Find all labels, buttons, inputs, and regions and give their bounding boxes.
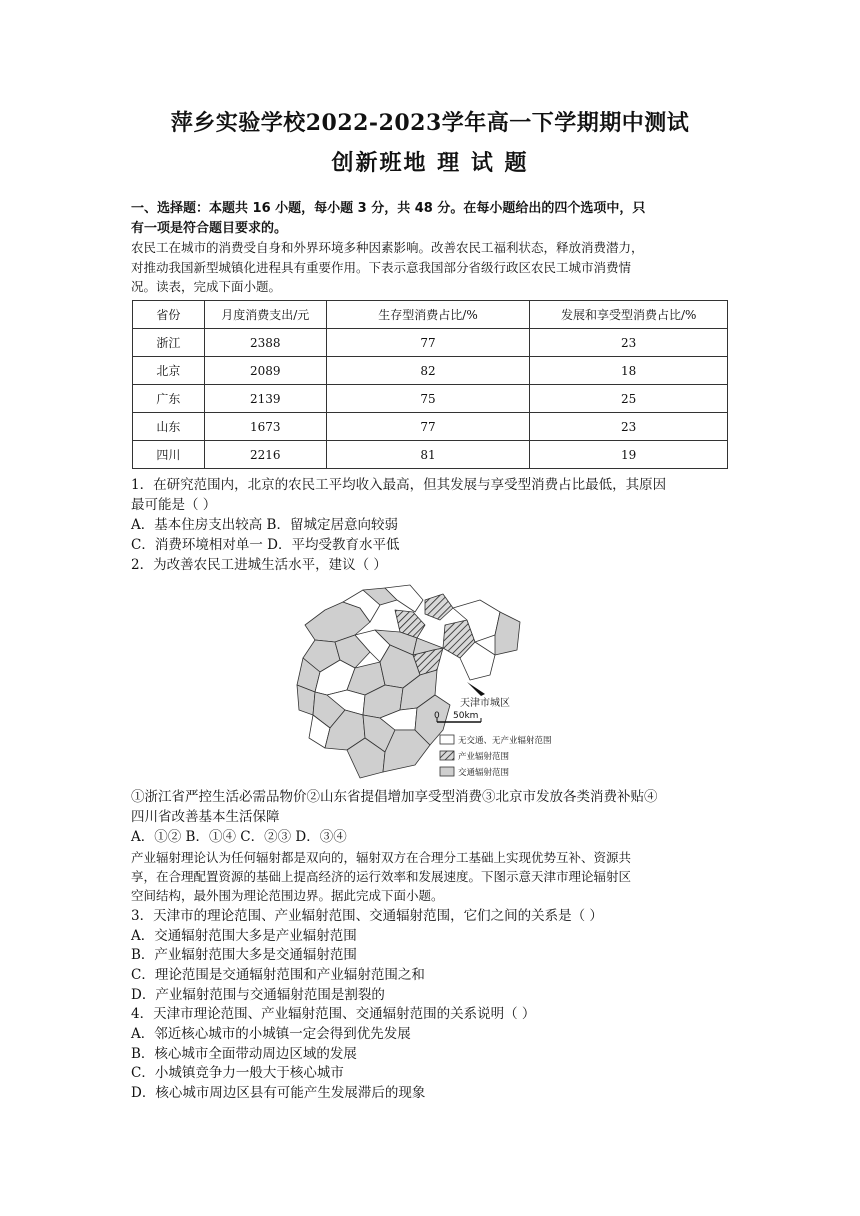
map-legend [440,735,552,778]
legend-swatch-industry [440,751,454,760]
exam-subtitle: 创新班地 理 试 题 [331,150,529,176]
table-cell: 广东 [133,385,205,413]
q1-stem-line1: 1．在研究范围内，北京的农民工平均收入最高，但其发展与享受型消费占比最低，其原因 [131,477,667,493]
intro1-line1: 农民工在城市的消费受自身和外界环境多种因素影响。改善农民工福利状态，释放消费潜力， [131,240,644,255]
q2-options: A．①② B．①④ C．②③ D．③④ [131,829,347,845]
table-header-cell: 省份 [133,301,205,329]
intro2-line2: 享，在合理配置资源的基础上提高经济的运行效率和发展速度。下图示意天津市理论辐射区 [131,869,632,884]
q2-choices-line1: ①浙江省严控生活必需品物价②山东省提倡增加享受型消费③北京市发放各类消费补贴④ [131,789,658,805]
q4-option-c: C．小城镇竞争力一般大于核心城市 [131,1065,344,1081]
q3-stem: 3．天津市的理论范围、产业辐射范围、交通辐射范围，它们之间的关系是（ ） [131,908,603,924]
industry-region [425,594,453,620]
table-cell: 75 [326,385,530,413]
table-cell: 四川 [133,441,205,469]
legend-label: 无交通、无产业辐射范围 [458,736,552,746]
q3-option-c: C．理论范围是交通辐射范围和产业辐射范围之和 [131,967,425,983]
table-row [133,385,728,413]
intro1-line2: 对推动我国新型城镇化进程具有重要作用。下表示意我国部分省级行政区农民工城市消费情 [131,260,632,275]
table-cell: 北京 [133,357,205,385]
scale-zero: 0 [434,711,440,721]
q4-option-a: A．邻近核心城市的小城镇一定会得到优先发展 [131,1026,411,1042]
q4-option-d: D．核心城市周边区县有可能产生发展滞后的现象 [131,1085,426,1101]
section-header-line1: 一、选择题：本题共 16 小题，每小题 3 分，共 48 分。在每小题给出的四个选项中，只 [131,201,646,216]
table-cell: 25 [530,385,728,413]
intro2-line3: 空间结构，最外围为理论范围边界。据此完成下面小题。 [131,888,444,903]
section-header-line2: 有一项是符合题目要求的。 [131,221,288,236]
scale-label: 50km [453,711,479,721]
table-cell: 23 [530,329,728,357]
tianjin-radiation-map [285,580,552,785]
table-row [133,357,728,385]
q2-choices-line2: 四川省改善基本生活保障 [131,809,280,825]
legend-label: 交通辐射范围 [458,768,510,778]
table-cell: 82 [326,357,530,385]
table-cell: 浙江 [133,329,205,357]
q3-option-d: D．产业辐射范围与交通辐射范围是割裂的 [131,987,385,1003]
table-cell: 81 [326,441,530,469]
table-cell: 1673 [204,413,326,441]
table-header-cell: 生存型消费占比/% [326,301,530,329]
table-cell: 2216 [204,441,326,469]
table-cell: 2089 [204,357,326,385]
intro1-line3: 况。读表，完成下面小题。 [131,279,282,294]
city-label: 天津市城区 [460,698,510,709]
map-region [495,612,520,655]
table-row [133,441,728,469]
table-cell: 2388 [204,329,326,357]
table-header-cell: 月度消费支出/元 [204,301,326,329]
q2-stem: 2．为改善农民工进城生活水平，建议（ ） [131,557,387,573]
map-pointer-arrow [467,682,485,696]
table-cell: 山东 [133,413,205,441]
table-cell: 77 [326,413,530,441]
table-header-row [133,301,728,329]
table-header-cell: 发展和享受型消费占比/% [530,301,728,329]
consumption-table [132,300,728,469]
table-cell: 2139 [204,385,326,413]
table-cell: 23 [530,413,728,441]
legend-label: 产业辐射范围 [458,752,510,762]
table-cell: 19 [530,441,728,469]
q1-options-line2: C．消费环境相对单一 D．平均受教育水平低 [131,537,400,553]
table-row [133,329,728,357]
legend-swatch-none [440,735,454,744]
intro2-line1: 产业辐射理论认为任何辐射都是双向的，辐射双方在合理分工基础上实现优势互补、资源共 [131,850,632,865]
legend-swatch-transport [440,767,454,776]
q1-stem-line2: 最可能是（ ） [131,497,217,513]
table-cell: 77 [326,329,530,357]
q4-option-b: B．核心城市全面带动周边区域的发展 [131,1046,357,1062]
exam-title: 萍乡实验学校2022-2023学年高一下学期期中测试 [170,110,690,136]
q1-options-line1: A．基本住房支出较高 B．留城定居意向较弱 [131,517,398,533]
table-cell: 18 [530,357,728,385]
table-row [133,413,728,441]
q3-option-a: A．交通辐射范围大多是产业辐射范围 [131,928,357,944]
q3-option-b: B．产业辐射范围大多是交通辐射范围 [131,947,357,963]
q4-stem: 4．天津市理论范围、产业辐射范围、交通辐射范围的关系说明（ ） [131,1006,536,1022]
